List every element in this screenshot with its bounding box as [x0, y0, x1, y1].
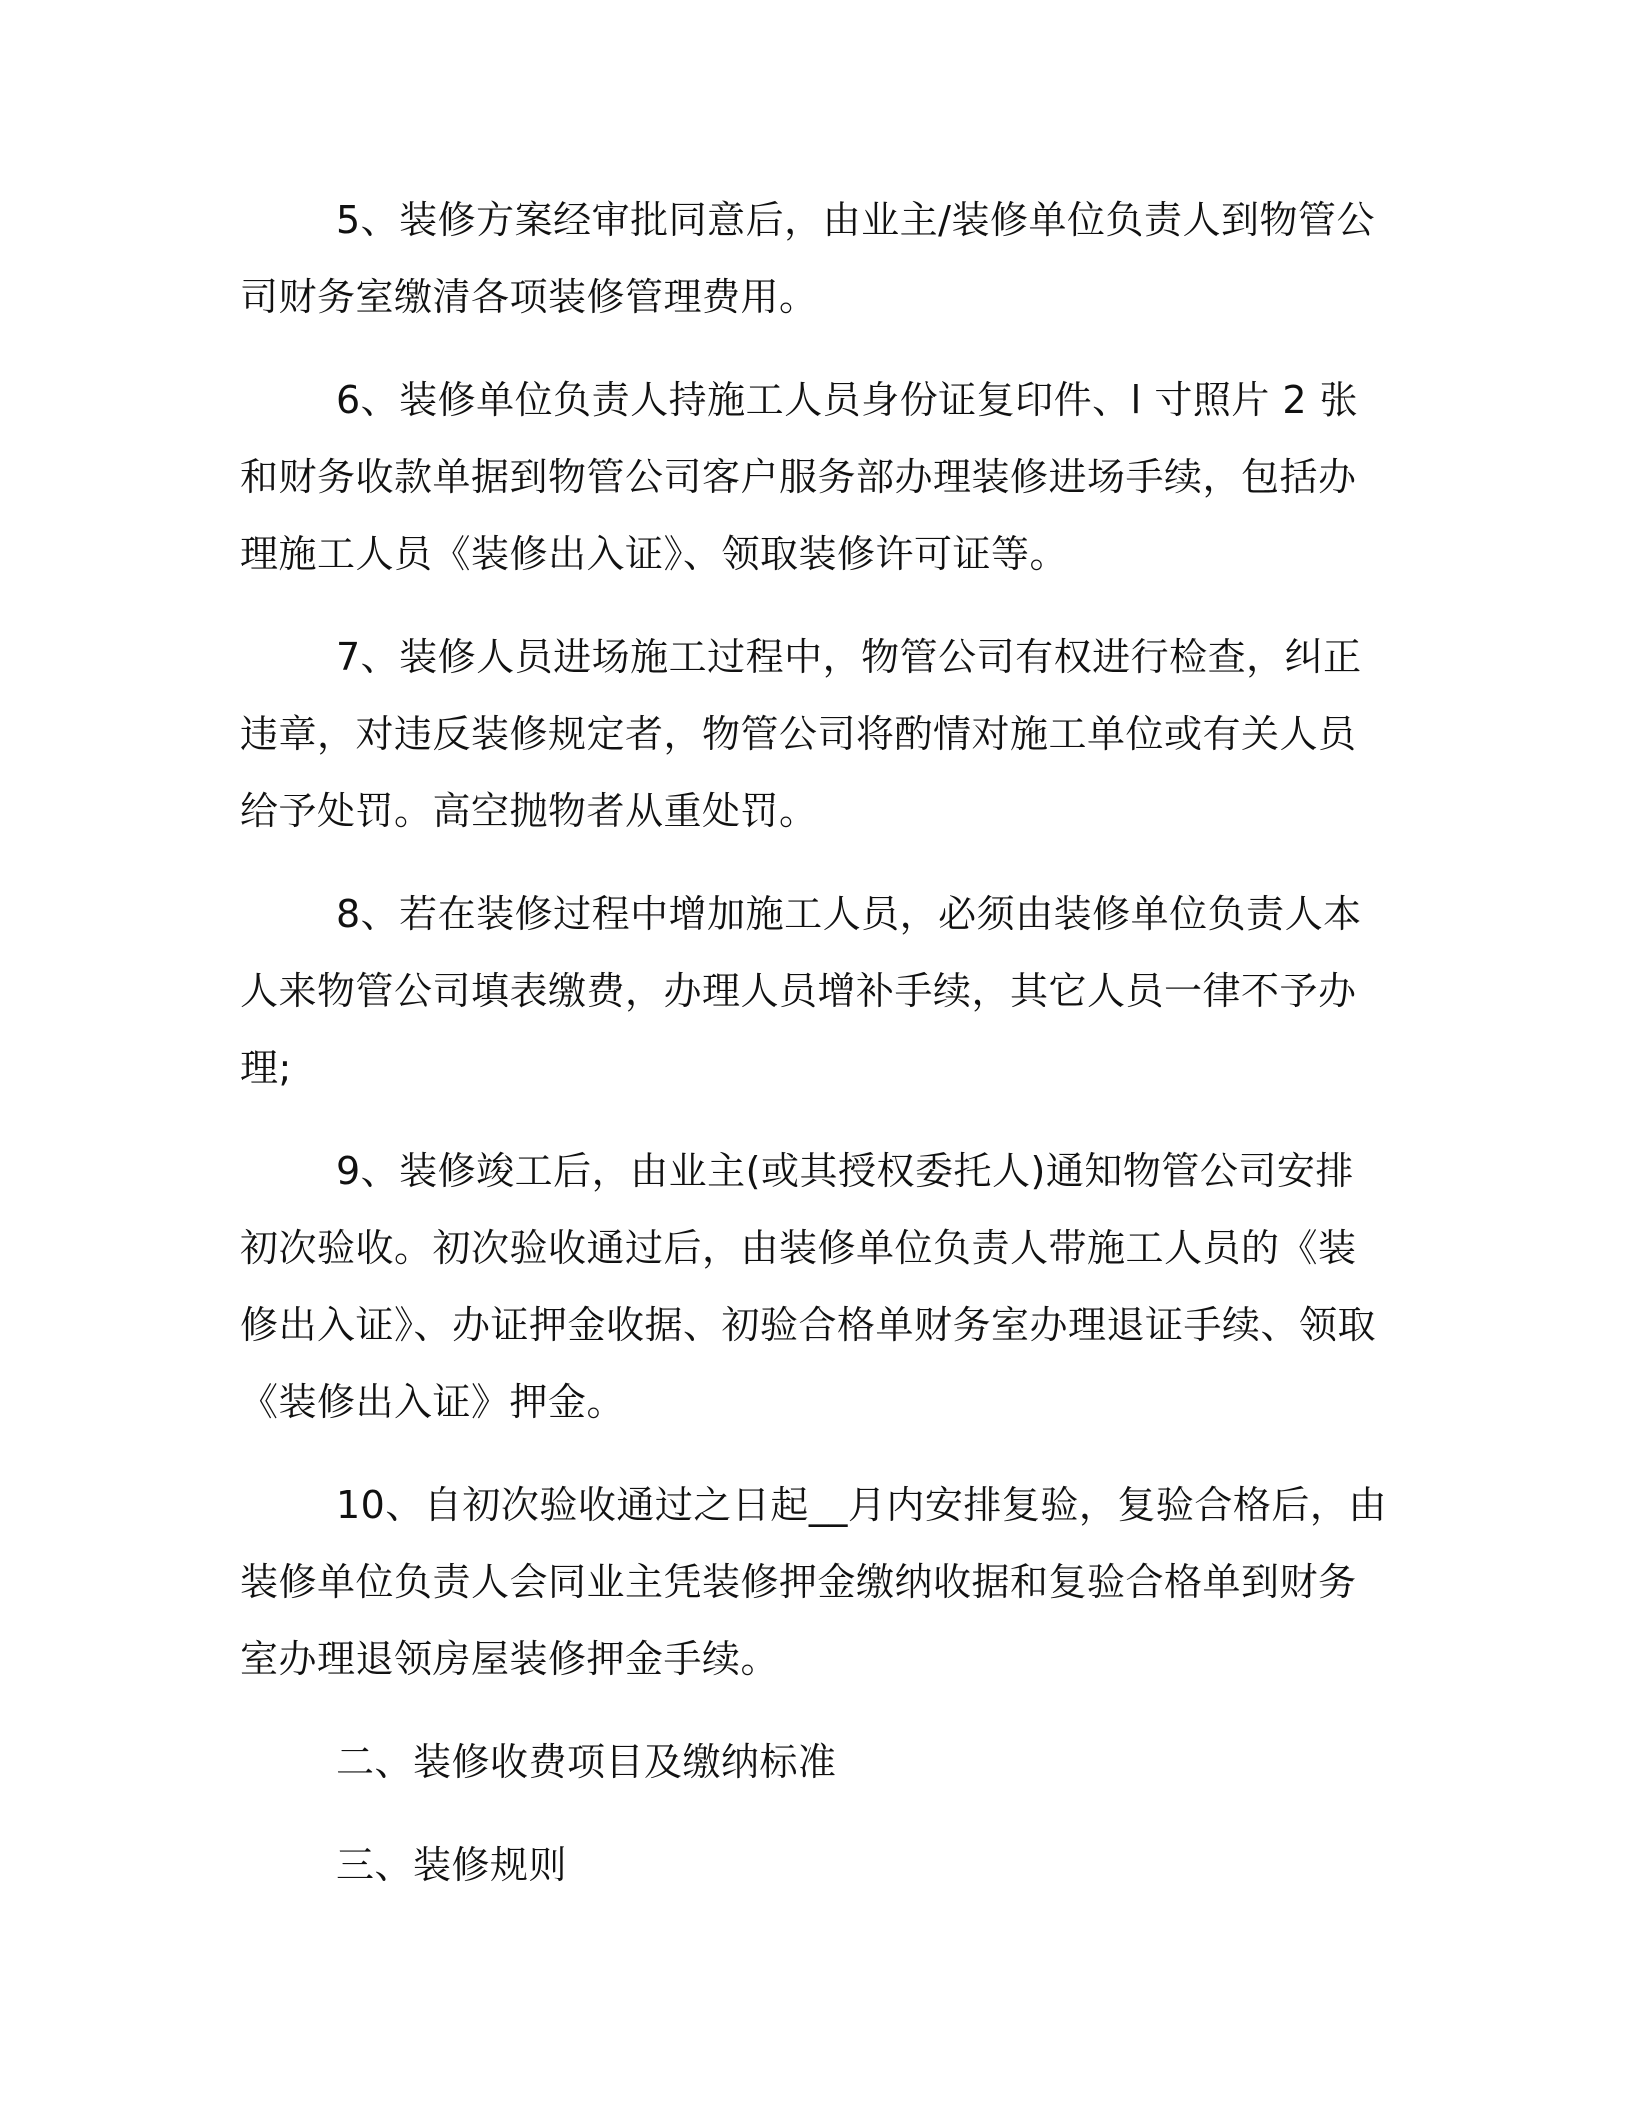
paragraph-item-6: 6、装修单位负责人持施工人员身份证复印件、l 寸照片 2 张和财务收款单据到物管公司客户服务部办理装修进场手续，包括办理施工人员《装修出入证》、领取装修许可证等。 — [240, 378, 1359, 576]
paragraph-item-10: 10、自初次验收通过之日起__月内安排复验，复验合格后，由装修单位负责人会同业主凭装修押金缴纳收据和复验合格单到财务室办理退领房屋装修押金手续。 — [240, 1483, 1387, 1681]
paragraph-item-9: 9、装修竣工后，由业主(或其授权委托人)通知物管公司安排初次验收。初次验收通过后，由装修单位负责人带施工人员的《装修出入证》、办证押金收据、初验合格单财务室办理退证手续、领取《装修出入证》押金。 — [240, 1149, 1377, 1424]
section-heading-rules: 三、装修规则 — [336, 1843, 568, 1887]
document-body — [240, 182, 1390, 1930]
paragraph-item-8: 8、若在装修过程中增加施工人员，必须由装修单位负责人本人来物管公司填表缴费，办理人员增补手续，其它人员一律不予办理; — [240, 892, 1362, 1090]
paragraph-item-7: 7、装修人员进场施工过程中，物管公司有权进行检查，纠正违章，对违反装修规定者，物管公司将酌情对施工单位或有关人员给予处罚。高空抛物者从重处罚。 — [240, 635, 1362, 833]
paragraph-item-5: 5、装修方案经审批同意后，由业主/装修单位负责人到物管公司财务室缴清各项装修管理费用。 — [240, 198, 1375, 319]
section-heading-fees: 二、装修收费项目及缴纳标准 — [336, 1740, 837, 1784]
